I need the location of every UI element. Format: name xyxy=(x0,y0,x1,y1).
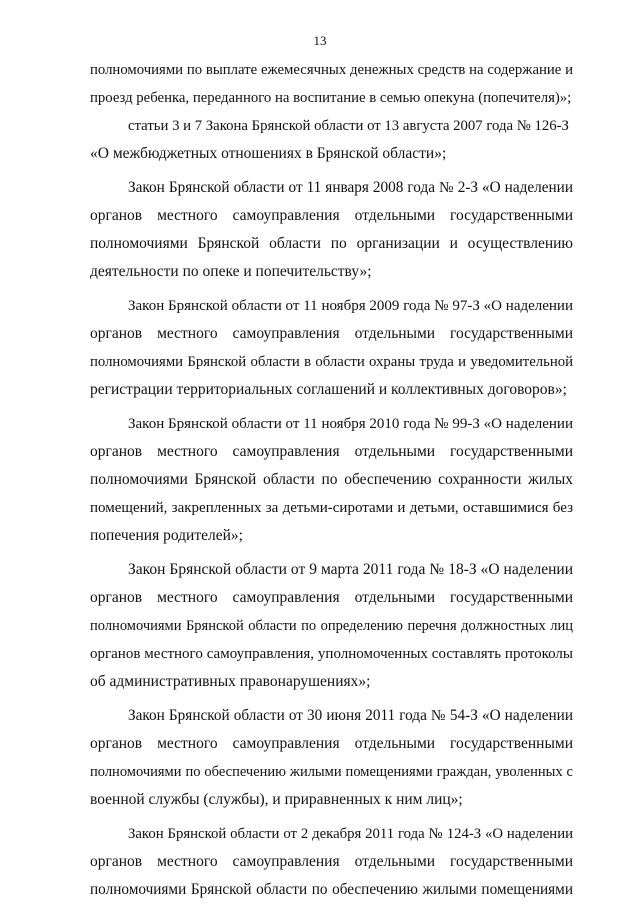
text-line: органов местного самоуправления отдельными государственными xyxy=(90,853,573,870)
text-line: полномочиями Брянской области в области охраны труда и уведомительной xyxy=(90,354,573,370)
text-line: деятельности по опеке и попечительству»; xyxy=(90,263,372,280)
text-line: полномочиями по обеспечению жилыми помещениями граждан, уволенных с xyxy=(90,764,573,780)
text-line: полномочиями по выплате ежемесячных денежных средств на содержание и xyxy=(90,62,573,78)
text-line: «О межбюджетных отношениях в Брянской области»; xyxy=(90,145,447,162)
text-line: органов местного самоуправления отдельными государственными xyxy=(90,207,573,224)
text-line: регистрации территориальных соглашений и коллективных договоров»; xyxy=(90,381,567,398)
text-line: Закон Брянской области от 11 ноября 2009 года № 97-З «О наделении xyxy=(128,298,573,314)
text-line: полномочиями Брянской области по организации и осуществлению xyxy=(90,235,573,252)
text-line: Закон Брянской области от 30 июня 2011 года № 54-З «О наделении xyxy=(128,707,573,724)
text-line: полномочиями Брянской области по определению перечня должностных лиц xyxy=(90,618,573,634)
text-line: об административных правонарушениях»; xyxy=(90,673,371,690)
text-line: органов местного самоуправления отдельными государственными xyxy=(90,325,573,342)
text-line: Закон Брянской области от 9 марта 2011 года № 18-З «О наделении xyxy=(128,561,573,578)
text-line: органов местного самоуправления отдельными государственными xyxy=(90,589,573,606)
text-line: органов местного самоуправления, уполномоченных составлять протоколы xyxy=(90,646,573,662)
text-line: Закон Брянской области от 11 января 2008 года № 2-З «О наделении xyxy=(128,179,573,196)
text-line: помещений, закрепленных за детьми-сиротами и детьми, оставшимися без xyxy=(90,500,573,516)
text-line: статьи 3 и 7 Закона Брянской области от 13 августа 2007 года № 126-З xyxy=(128,118,569,134)
text-line: полномочиями Брянской области по обеспечению жилыми помещениями xyxy=(90,881,573,898)
text-line: полномочиями Брянской области по обеспечению сохранности жилых xyxy=(90,471,573,488)
text-line: Закон Брянской области от 2 декабря 2011 года № 124-З «О наделении xyxy=(128,826,573,842)
page-number: 13 xyxy=(313,33,327,48)
text-line: органов местного самоуправления отдельными государственными xyxy=(90,443,573,460)
text-line: военной службы (службы), и приравненных к ним лиц»; xyxy=(90,791,463,808)
text-line: попечения родителей»; xyxy=(90,527,243,544)
text-line: органов местного самоуправления отдельными государственными xyxy=(90,735,573,752)
text-line: Закон Брянской области от 11 ноября 2010 года № 99-З «О наделении xyxy=(128,416,573,432)
text-line: проезд ребенка, переданного на воспитание в семью опекуна (попечителя)»; xyxy=(90,90,572,106)
